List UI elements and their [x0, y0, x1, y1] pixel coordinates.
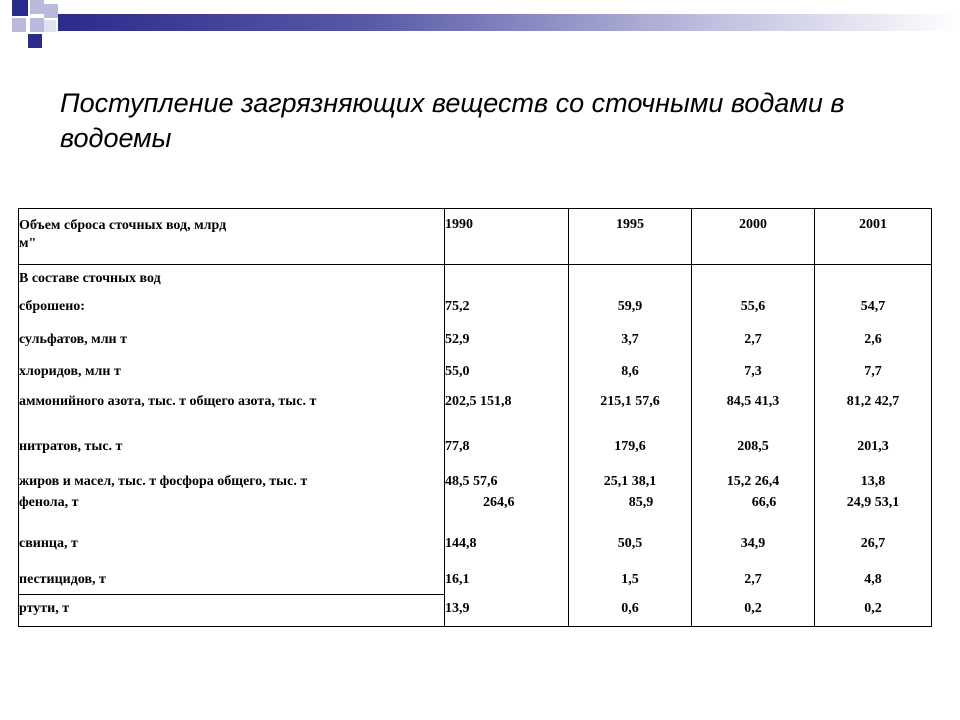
cell-value: 3,7: [569, 326, 692, 358]
header-gradient-bar: [58, 14, 960, 31]
row-label: фенола, т: [19, 494, 79, 510]
deco-square: [30, 0, 44, 14]
table-header-row: [19, 209, 932, 265]
deco-square: [12, 0, 28, 16]
cell-value: 208,5: [692, 433, 815, 465]
table-row: [19, 433, 932, 465]
deco-square: [28, 34, 42, 48]
cell-value: 0,6: [569, 595, 692, 627]
cell-value: 24,9 53,1: [846, 494, 900, 510]
cell-value: 2,7: [692, 566, 815, 595]
cell-value: 16,1: [445, 566, 569, 595]
row-label-group: [19, 465, 445, 530]
row-label: жиров и масел, тыс. т фосфора общего, тыс. т: [19, 473, 308, 489]
deco-square: [44, 4, 58, 18]
cell-value: 7,3: [692, 358, 815, 388]
cell-value: 66,6: [751, 494, 777, 510]
row-label: свинца, т: [19, 530, 445, 566]
cell-value: 2,7: [692, 326, 815, 358]
cell-value: 144,8: [445, 530, 569, 566]
cell-value: 2,6: [815, 326, 932, 358]
table-row: [19, 465, 932, 530]
cell-value: 34,9: [692, 530, 815, 566]
cell-value: 85,9: [628, 494, 654, 510]
year-header: 1990: [445, 209, 569, 265]
row-label: нитратов, тыс. т: [19, 433, 445, 465]
table-row: [19, 358, 932, 388]
cell-value: 48,5 57,6: [445, 473, 498, 489]
table-row: [19, 293, 932, 326]
cell-group: [815, 465, 932, 530]
row-label: аммонийного азота, тыс. т общего азота, тыс. т: [19, 388, 445, 433]
cell-value: 179,6: [569, 433, 692, 465]
cell-value: 215,1 57,6: [569, 388, 692, 433]
cell-value: 54,7: [815, 293, 932, 326]
row-label: пестицидов, т: [19, 566, 445, 595]
section-row: [19, 265, 932, 293]
pollutants-table: [18, 208, 932, 627]
cell-value: 0,2: [692, 595, 815, 627]
cell-value: 8,6: [569, 358, 692, 388]
cell-group: [569, 465, 692, 530]
header-decoration: [0, 0, 960, 60]
deco-square: [30, 18, 44, 32]
cell-value: 59,9: [569, 293, 692, 326]
cell-value: 25,1 38,1: [603, 473, 657, 489]
page-title: Поступление загрязняющих веществ со сточными водами в водоемы: [60, 88, 845, 153]
table-row: [19, 530, 932, 566]
cell-value: 84,5 41,3: [692, 388, 815, 433]
cell-value: 26,7: [815, 530, 932, 566]
row-label: сброшено:: [19, 293, 445, 326]
cell-value: 202,5 151,8: [445, 388, 569, 433]
deco-square: [12, 18, 26, 32]
cell-value: 52,9: [445, 326, 569, 358]
cell-value: 0,2: [815, 595, 932, 627]
cell-value: 13,8: [860, 473, 886, 489]
cell-value: 75,2: [445, 293, 569, 326]
cell-group: [692, 465, 815, 530]
cell-value: 15,2 26,4: [726, 473, 780, 489]
header-label: Объем сброса сточных вод, млрд м": [19, 209, 445, 265]
table-row: [19, 595, 932, 627]
table-row: [19, 566, 932, 595]
year-header: 1995: [569, 209, 692, 265]
section-label: В составе сточных вод: [19, 265, 445, 293]
deco-square: [44, 20, 56, 32]
cell-value: 55,6: [692, 293, 815, 326]
cell-value: 55,0: [445, 358, 569, 388]
cell-value: 1,5: [569, 566, 692, 595]
cell-value: 7,7: [815, 358, 932, 388]
year-header: 2001: [815, 209, 932, 265]
cell-value: 81,2 42,7: [815, 388, 932, 433]
cell-value: 201,3: [815, 433, 932, 465]
table-row: [19, 326, 932, 358]
cell-value: 264,6: [483, 494, 515, 510]
cell-value: 77,8: [445, 433, 569, 465]
cell-group: [445, 465, 569, 530]
cell-value: 4,8: [815, 566, 932, 595]
row-label: ртути, т: [19, 595, 445, 627]
row-label: сульфатов, млн т: [19, 326, 445, 358]
year-header: 2000: [692, 209, 815, 265]
cell-value: 50,5: [569, 530, 692, 566]
row-label: хлоридов, млн т: [19, 358, 445, 388]
table-row: [19, 388, 932, 433]
cell-value: 13,9: [445, 595, 569, 627]
